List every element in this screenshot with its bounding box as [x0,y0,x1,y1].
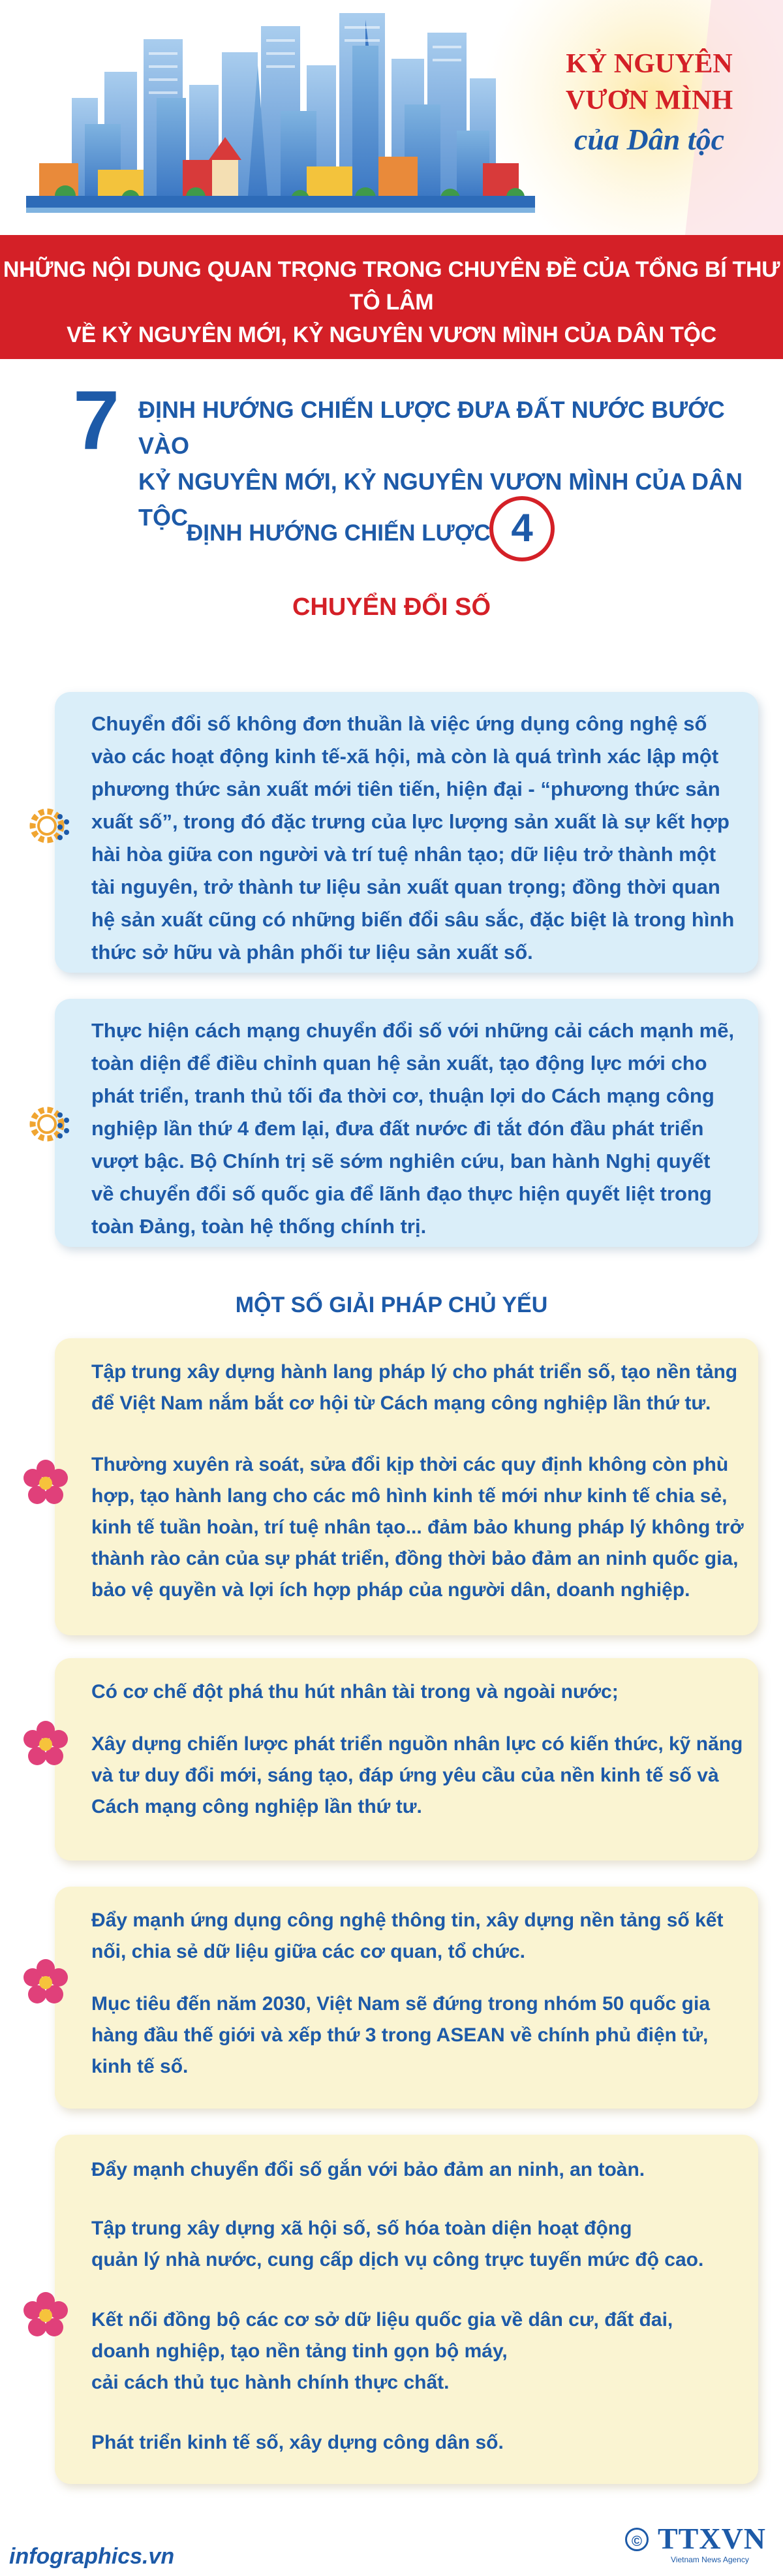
slogan-line-2: VƯƠN MÌNH [565,86,733,116]
info-box-revolution-text: Thực hiện cách mạng chuyển đổi số với những cải cách mạnh mẽ, toàn diện để điều chỉnh quan hệ sản xuất, tạo động lực mới cho phát triển, tranh thủ tối đa thời cơ, thuận lợi do Cách mạng công nghiệp lần thứ 4 đem lại, đưa đất nước đi tắt đón đầu phát triển vượt bậc. Bộ Chính trị sẽ sớm nghiên cứu, ban hành Nghị quyết về chuyển đổi số quốc gia để lãnh đạo thực hiện quyết liệt trong toàn Đảng, toàn hệ thống chính trị. [91,1019,735,1238]
banner-line-2: VỀ KỶ NGUYÊN MỚI, KỶ NGUYÊN VƯƠN MÌNH CỦA DÂN TỘC [67,322,716,347]
orientation-number-badge: 4 [489,496,555,561]
orientations-number: 7 [73,374,120,467]
solution-1-paragraph-2: Thường xuyên rà soát, sửa đổi kịp thời các quy định không còn phù hợp, tạo hành lang cho các mô hình kinh tế mới như kinh tế chia sẻ, kinh tế tuần hoàn, trí tuệ nhân tạo... đảm bảo khung pháp lý không trở thành rào cản của sự phát triển, đồng thời bảo đảm an ninh quốc gia, bảo vệ quyền và lợi ích hợp pháp của người dân, doanh nghiệp. [91,1454,744,1601]
orientations-line-2: KỶ NGUYÊN MỚI, KỶ NGUYÊN VƯƠN MÌNH CỦA DÂN TỘC [138,468,743,531]
footer-site-link[interactable]: infographics.vn [9,2544,175,2569]
flower-icon [18,1456,73,1511]
flower-icon [18,1717,73,1772]
solution-4-paragraph-1: Đẩy mạnh chuyển đổi số gắn với bảo đảm an ninh, an toàn. [91,2159,645,2180]
gear-icon [26,1098,78,1150]
topic-title: CHUYỂN ĐỔI SỐ [292,593,491,621]
solution-4-paragraph-2 [91,2213,744,2276]
solution-4-paragraph-3-line-3: cải cách thủ tục hành chính thực chất. [91,2372,450,2393]
ttxvn-logo-text: TTXVN [658,2522,767,2555]
solution-4-paragraph-3-line-1: Kết nối đồng bộ các cơ sở dữ liệu quốc gia về dân cư, đất đai, [91,2309,673,2331]
info-box-definition-text: Chuyển đổi số không đơn thuần là việc ứng dụng công nghệ số vào các hoạt động kinh tế-xã hội, mà còn là quá trình xác lập một phương thức sản xuất mới tiên tiến, hiện đại - “phương thức sản xuất số”, trong đó đặc trưng của lực lượng sản xuất là sự kết hợp hài hòa giữa con người và trí tuệ nhân tạo; dữ liệu trở thành một tài nguyên, trở thành tư liệu sản xuất quan trọng; đồng thời quan hệ sản xuất cũng có những biến đổi sâu sắc, đặc biệt là trong hình thức sở hữu và phân phối tư liệu sản xuất số. [91,712,735,964]
solution-4-paragraph-2-line-1: Tập trung xây dựng xã hội số, số hóa toàn diện hoạt động [91,2218,632,2239]
solution-box-2 [55,1658,758,1861]
ttxvn-logo [625,2521,769,2567]
info-box-definition [55,692,758,973]
solution-4-paragraph-2-line-2: quản lý nhà nước, cung cấp dịch vụ công trực tuyến mức độ cao. [91,2249,704,2270]
solution-2-paragraph-1: Có cơ chế đột phá thu hút nhân tài trong và ngoài nước; [91,1681,619,1703]
info-box-revolution [55,999,758,1247]
flower-icon [18,2288,73,2343]
solution-3-paragraph-1: Đẩy mạnh ứng dụng công nghệ thông tin, xây dựng nền tảng số kết nối, chia sẻ dữ liệu giữa các cơ quan, tổ chức. [91,1909,724,1962]
solution-4-paragraph-3-line-2: doanh nghiệp, tạo nền tảng tinh gọn bộ máy, [91,2340,508,2362]
solution-4-paragraph-3 [91,2304,744,2398]
banner-line-1: NHỮNG NỘI DUNG QUAN TRỌNG TRONG CHUYÊN ĐỀ CỦA TỔNG BÍ THƯ TÔ LÂM [3,257,780,315]
hero-illustration [0,0,783,235]
solution-1-paragraph-1: Tập trung xây dựng hành lang pháp lý cho phát triển số, tạo nền tảng để Việt Nam nắm bắt cơ hội từ Cách mạng công nghiệp lần thứ tư. [91,1361,738,1414]
orientations-line-1: ĐỊNH HƯỚNG CHIẾN LƯỢC ĐƯA ĐẤT NƯỚC BƯỚC VÀO [138,396,725,459]
solution-4-paragraph-4: Phát triển kinh tế số, xây dựng công dân số. [91,2432,504,2453]
title-banner [0,235,783,359]
slogan [542,46,757,196]
solution-box-1 [55,1338,758,1635]
gear-icon [26,800,78,852]
slogan-line-1: KỶ NGUYÊN [566,49,733,79]
copyright-icon: © [625,2528,649,2551]
solution-box-4 [55,2135,758,2484]
orientation-label: ĐỊNH HƯỚNG CHIẾN LƯỢC [187,520,491,546]
slogan-line-3: của Dân tộc [574,123,724,156]
solution-3-paragraph-2: Mục tiêu đến năm 2030, Việt Nam sẽ đứng trong nhóm 50 quốc gia hàng đầu thế giới và xếp thứ 3 trong ASEAN về chính phủ điện tử, kinh tế số. [91,1993,711,2077]
solution-box-3 [55,1887,758,2109]
orientations-heading [138,392,765,535]
flower-icon [18,1955,73,2010]
ttxvn-logo-subtitle: Vietnam News Agency [671,2555,749,2564]
solution-2-paragraph-2: Xây dựng chiến lược phát triển nguồn nhân lực có kiến thức, kỹ năng và tư duy đổi mới, sáng tạo, đáp ứng yêu cầu của nền kinh tế số và Cách mạng công nghiệp lần thứ tư. [91,1733,743,1817]
solutions-title: MỘT SỐ GIẢI PHÁP CHỦ YẾU [235,1293,548,1317]
